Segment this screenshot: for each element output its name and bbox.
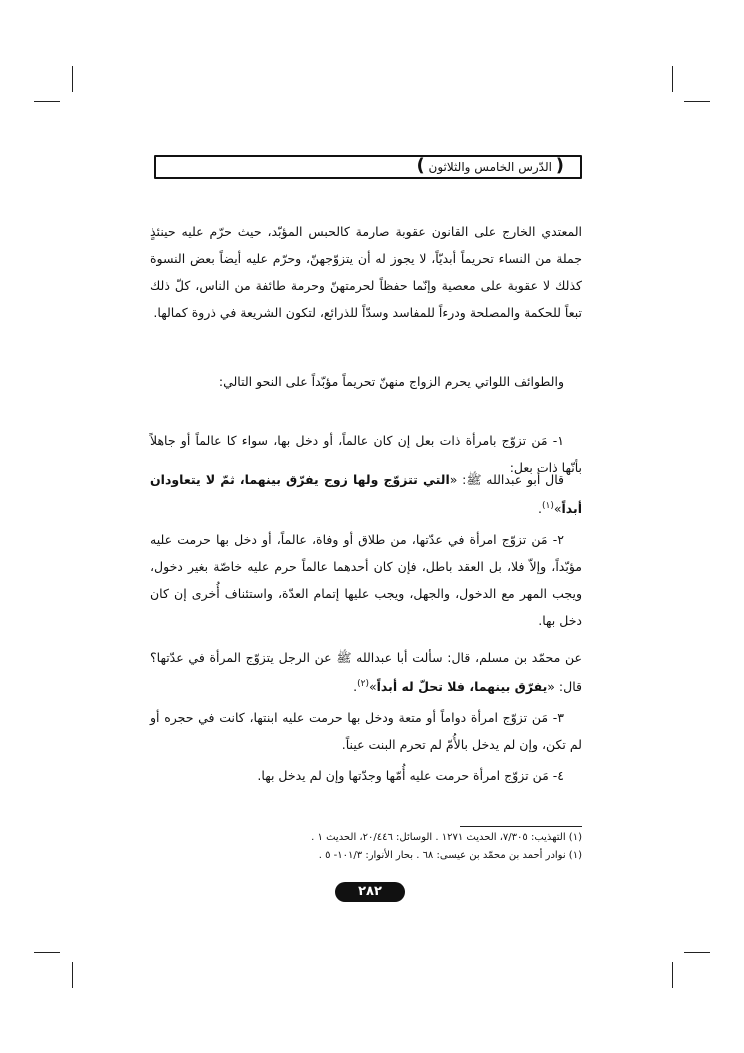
footnote: (١) نوادر أحمد بن محمّد بن عيسى: ٦٨ . بحار الأنوار: ١٠١/٣- ٥ . — [318, 850, 582, 861]
crop-mark — [672, 962, 673, 988]
hadith-quote-1 — [150, 466, 582, 522]
footnote-ref: (٢) — [357, 679, 369, 689]
crop-mark — [684, 952, 710, 953]
footnote: (١) التهذيب: ٧/٣٠٥، الحديث ١٢٧١ . الوسائل: ٢٠/٤٤٦، الحديث ١ . — [311, 832, 582, 843]
bracket-left: ) — [416, 155, 425, 176]
quote-bold: يفرّق بينهما، فلا تحلّ له أبداً — [376, 679, 548, 695]
paragraph-item-4 — [150, 762, 582, 789]
footnote-ref: (١) — [541, 501, 554, 511]
crop-mark — [672, 66, 673, 92]
running-header — [154, 155, 582, 179]
crop-mark — [684, 101, 710, 102]
page-number: ٢٨٢ — [335, 882, 405, 902]
crop-mark — [34, 101, 60, 102]
quote-bold: التي تتزوّج ولها زوج يفرّق بينهما، ثمّ لا يتعاودان أبداً — [150, 472, 582, 517]
paragraph: ٤- مَن تزوّج امرأة حرمت عليه أُمّها وجدّتها وإن لم يدخل بها. — [257, 768, 564, 783]
crop-mark — [34, 952, 60, 953]
paragraph-item-2 — [150, 526, 582, 634]
paragraph: والطوائف اللواتي يحرم الزواج منهنّ تحريماً مؤبّداً على النحو التالي: — [218, 374, 564, 389]
bracket-right: ( — [555, 155, 564, 176]
hadith-quote-2 — [150, 644, 582, 700]
header-title-wrap — [412, 157, 568, 177]
footnote-divider — [460, 826, 582, 827]
quote-end: . — [538, 501, 542, 517]
quote-end: . — [353, 679, 358, 695]
quote-tail: » — [553, 501, 562, 517]
paragraph-intro — [150, 218, 582, 326]
crop-mark — [72, 66, 73, 92]
paragraph: ١- مَن تزوّج بامرأة ذات بعل إن كان عالماً، أو دخل بها، سواء كا عالماً أو جاهلاً بأنّها ذات بعل: — [150, 433, 582, 475]
quote-tail: » — [368, 679, 377, 695]
paragraph: المعتدي الخارج على القانون عقوبة صارمة كالحبس المؤبّد، حيث حرّم عليه حينئذٍ جملة من النساء تحريماً أبديّاً، لا يجوز له أن يتزوّجهنّ، وحرّم عليه أيضاً بعض النسوة كذلك لا عقوبة على معصية وإنّما حفظاً لحرمتهنّ وحرمة طائفة من الناس، كلّ ذلك تبعاً للحكمة والمصلحة ودرءاً للمفاسد وسدّاً للذرائع، لتكون الشريعة في ذروة كمالها. — [150, 224, 582, 320]
crop-mark — [72, 962, 73, 988]
footnotes — [250, 829, 582, 865]
header-title: الدّرس الخامس والثلاثون — [428, 160, 552, 174]
paragraph: ٢- مَن تزوّج امرأة في عدّتها، من طلاق أو وفاة، عالماً، أو دخل بها حرمت عليه مؤبّداً، وإلاّ فلا، بل العقد باطل، فإن كان أحدهما عالماً حرم عليه خاصّة بغير دخول، ويجب المهر مع الدخول، والجهل، ويجب عليها إتمام العدّة، واستئناف أُخرى إن كان دخل بها. — [150, 532, 582, 628]
paragraph-item-3 — [150, 704, 582, 758]
quote-lead: عن محمّد بن مسلم، قال: سألت أبا عبدالله ﷺ عن الرجل يتزوّج المرأة في عدّتها؟ قال: « — [150, 650, 582, 695]
paragraph: ٣- مَن تزوّج امرأة دواماً أو متعة ودخل بها حرمت عليه ابنتها، كانت في حجره أو لم تكن، وإن لم يدخل بالأُمّ لم تحرم البنت عيناً. — [150, 710, 582, 752]
quote-lead: قال أبو عبدالله ﷺ: « — [449, 472, 564, 487]
paragraph-categories — [150, 368, 582, 395]
